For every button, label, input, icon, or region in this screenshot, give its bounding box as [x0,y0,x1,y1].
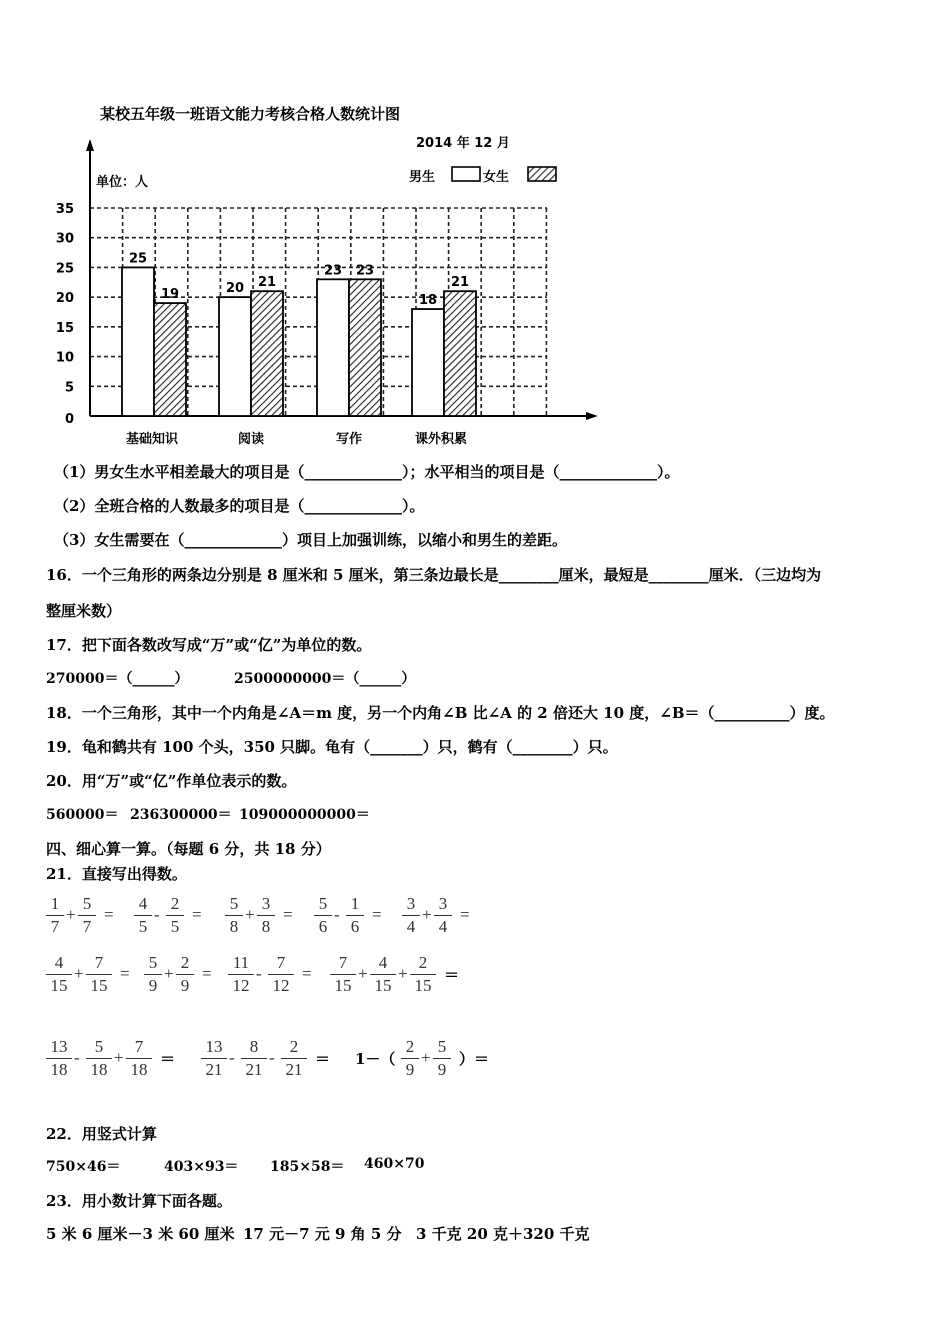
numerator: 2 [180,953,190,972]
fraction [86,1036,112,1081]
numerator: 5 [82,894,92,913]
bar-boys [412,309,444,416]
q18: 18．一个三角形，其中一个内角是∠A＝m 度，另一个内角∠B 比∠A 的 2 倍还大 10 度，∠B＝（__________）度。 [46,704,835,722]
denominator: 12 [268,974,294,997]
denominator: 21 [241,1058,267,1081]
numerator: 5 [148,953,158,972]
equals-sign: ＝ [160,1050,176,1068]
q15-line3: （3）女生需要在（_____________）项目上加强训练，以缩小和男生的差距。 [54,531,567,549]
numerator: 2 [170,894,180,913]
q23-item-3: 3 千克 20 克＋320 千克 [416,1225,590,1243]
chart-legend [409,167,556,185]
y-tick-label: 35 [55,202,74,217]
fraction [225,893,243,938]
q20-title: 20．用“万”或“亿”作单位表示的数。 [46,772,297,790]
denominator: 15 [370,974,396,997]
y-tick-label: 15 [55,320,74,336]
operator: + [114,1048,124,1067]
numerator: 2 [405,1037,415,1056]
q17-title: 17．把下面各数改写成“万”或“亿”为单位的数。 [46,636,372,654]
equals-sign: = [372,905,382,924]
bar-girls [444,291,476,416]
numerator: 11 [232,953,250,972]
denominator: 8 [257,915,275,938]
bar-boys [122,267,154,416]
operator: - [154,905,160,924]
chart-unit-label: 单位：人 [96,175,149,190]
q19: 19．龟和鹤共有 100 个头，350 只脚。龟有（_______）只，鹤有（________）只。 [46,738,618,756]
fraction [401,1036,419,1081]
x-tick-label: 阅读 [237,432,265,447]
denominator: 18 [126,1058,152,1081]
operator: + [66,905,76,924]
bar-data-label: 25 [128,251,148,267]
fraction [370,952,396,997]
fraction [46,893,64,938]
fraction [166,893,184,938]
denominator: 4 [402,915,420,938]
fraction [434,893,452,938]
equals-sign: = [104,905,114,924]
chart-title: 某校五年级一班语文能力考核合格人数统计图 [100,105,401,123]
denominator: 7 [78,915,96,938]
numerator: 13 [205,1037,223,1056]
denominator: 12 [228,974,254,997]
operator: - [229,1048,235,1067]
bar-boys [219,297,251,416]
fraction [268,952,294,997]
numerator: 4 [138,894,148,913]
q23-item-1: 5 米 6 厘米－3 米 60 厘米 [46,1225,235,1243]
bar-data-label: 20 [225,281,245,297]
y-tick-label: 30 [55,231,74,247]
denominator: 6 [314,915,332,938]
q22-item-2: 403×93＝ [164,1159,239,1175]
operator: + [422,905,432,924]
bar-girls [154,303,186,416]
fraction [228,952,254,997]
q23-item-2: 17 元－7 元 9 角 5 分 [243,1225,402,1243]
fraction [330,952,356,997]
fraction [78,893,96,938]
chart-date: 2014 年 12 月 [416,136,510,151]
operator: + [398,964,408,983]
numerator: 13 [50,1037,68,1056]
equals-sign: ）＝ [459,1050,490,1068]
y-axis-arrow [86,139,94,151]
fraction [346,893,364,938]
y-tick-label: 0 [64,412,74,427]
denominator: 21 [201,1058,227,1081]
q15-line1: （1）男女生水平相差最大的项目是（_____________）；水平相当的项目是（_____________）。 [54,463,680,481]
denominator: 9 [144,974,162,997]
fraction [201,1036,227,1081]
equals-sign: ＝ [315,1050,331,1068]
denominator: 15 [330,974,356,997]
denominator: 9 [433,1058,451,1081]
numerator: 8 [249,1037,259,1056]
legend-swatch-boys [452,167,480,181]
denominator: 18 [46,1058,72,1081]
operator: + [74,964,84,983]
numerator: 5 [318,894,328,913]
section4-heading: 四、细心算一算。（每题 6 分，共 18 分） [46,840,331,858]
equals-sign: ＝ [444,966,460,984]
fraction [86,952,112,997]
operator: + [164,964,174,983]
denominator: 21 [281,1058,307,1081]
equals-sign: = [202,964,212,983]
bar-data-label: 18 [418,293,438,309]
fraction [241,1036,267,1081]
operator: - [334,905,340,924]
q16-line2: 整厘米数） [46,602,122,620]
y-tick-label: 5 [64,380,74,396]
numerator: 1 [50,894,60,913]
equals-sign: = [120,964,130,983]
numerator: 4 [378,953,388,972]
denominator: 15 [46,974,72,997]
y-tick-label: 20 [55,291,74,307]
fraction [433,1036,451,1081]
y-tick-label: 25 [55,261,74,277]
bar-data-label: 19 [160,287,180,303]
operator: + [421,1048,431,1067]
numerator: 1 [350,894,360,913]
x-tick-label: 课外积累 [414,432,468,447]
legend-label-boys: 男生 [409,170,436,185]
q17-b: 2500000000＝（______） [234,671,416,687]
numerator: 2 [418,953,428,972]
q20-c: 109000000000＝ [239,807,370,823]
denominator: 9 [176,974,194,997]
q23-title: 23．用小数计算下面各题。 [46,1192,232,1210]
q16-line1: 16．一个三角形的两条边分别是 8 厘米和 5 厘米，第三条边最长是________厘米，最短是________厘米．（三边均为 [46,566,822,584]
q15-line2: （2）全班合格的人数最多的项目是（_____________）。 [54,497,425,515]
fraction [126,1036,152,1081]
operator: + [358,964,368,983]
fraction [46,1036,72,1081]
bar-girls [349,279,381,416]
fraction [134,893,152,938]
equals-sign: = [302,964,312,983]
equals-sign: = [460,905,470,924]
numerator: 7 [94,953,104,972]
q22-title: 22．用竖式计算 [46,1125,157,1143]
denominator: 4 [434,915,452,938]
denominator: 15 [410,974,436,997]
numerator: 5 [94,1037,104,1056]
operator: - [74,1048,80,1067]
numerator: 4 [54,953,64,972]
y-tick-label: 10 [55,350,74,366]
q22-item-3: 185×58＝ [270,1159,345,1175]
bar-data-label: 23 [323,263,343,279]
denominator: 5 [134,915,152,938]
q20-a: 560000＝ [46,807,119,823]
q17-a: 270000＝（______） [46,671,189,687]
equals-sign: = [283,905,293,924]
denominator: 15 [86,974,112,997]
bar-data-label: 21 [257,275,277,291]
fraction [314,893,332,938]
fraction [402,893,420,938]
x-tick-label: 基础知识 [125,432,179,447]
bar-girls [251,291,283,416]
bar-data-label: 23 [355,263,375,279]
numerator: 3 [438,894,448,913]
denominator: 18 [86,1058,112,1081]
numerator: 3 [406,894,416,913]
bar-data-label: 21 [450,275,470,291]
denominator: 6 [346,915,364,938]
numerator: 2 [289,1037,299,1056]
legend-swatch-girls [528,167,556,181]
x-tick-label: 写作 [335,432,363,447]
fraction [281,1036,307,1081]
numerator: 3 [261,894,271,913]
operator: - [256,964,262,983]
bar-chart [40,95,620,455]
numerator: 7 [338,953,348,972]
denominator: 9 [401,1058,419,1081]
fraction [144,952,162,997]
numerator: 5 [437,1037,447,1056]
fraction [176,952,194,997]
denominator: 8 [225,915,243,938]
legend-label-girls: 女生 [483,170,510,185]
fraction [410,952,436,997]
numerator: 5 [229,894,239,913]
q21-title: 21．直接写出得数。 [46,865,187,883]
q20-b: 236300000＝ [130,807,232,823]
q22-item-4: 460×70 [364,1156,425,1172]
numerator: 7 [134,1037,144,1056]
equals-sign: = [192,905,202,924]
operator: + [245,905,255,924]
fraction [257,893,275,938]
y-axis-ticks [56,202,74,427]
operator: - [269,1048,275,1067]
expression-prefix: 1－（ [355,1050,396,1068]
fraction [46,952,72,997]
numerator: 7 [276,953,286,972]
bar-boys [317,279,349,416]
x-axis-arrow [586,412,598,420]
q22-item-1: 750×46＝ [46,1159,121,1175]
denominator: 7 [46,915,64,938]
x-axis-labels [126,431,467,447]
denominator: 5 [166,915,184,938]
chart-bars [122,251,476,416]
